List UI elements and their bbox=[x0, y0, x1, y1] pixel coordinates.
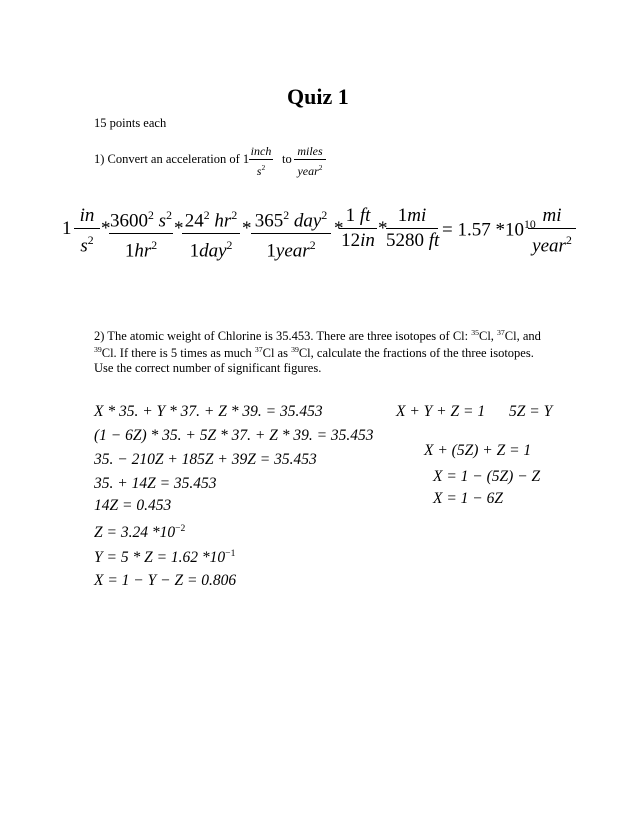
q1-text: 1) Convert an acceleration of 1 bbox=[94, 152, 250, 166]
chain-factor-5: 1 ft 12in bbox=[339, 205, 377, 252]
q2-line-2: $^{39}$Cl. If there is 5 times as much $^{37}$Cl as $^{39}$Cl, calculate the fractions of the three isotopes. bbox=[94, 345, 534, 361]
work-z-result: Z = 3.24 $*10^{-2}$ bbox=[94, 523, 186, 542]
chain-factor-1: in $s^2$ bbox=[74, 205, 100, 257]
work-y-result: Y = 5 * Z = 1.62 $*10^{-1}$ bbox=[94, 548, 236, 567]
q1-to-word: to bbox=[282, 152, 292, 166]
work-sub: X + (5Z) + Z = 1 bbox=[424, 442, 532, 459]
work-line-4: 35. + 14Z = 35.453 bbox=[94, 475, 217, 492]
page-title: Quiz 1 bbox=[287, 84, 349, 109]
times-1: * bbox=[101, 218, 111, 239]
work-line-1: X * 35. + Y * 37. + Z * 39. = 35.453 bbox=[94, 403, 323, 420]
q1-to-unit: miles year$^2$ bbox=[294, 144, 326, 178]
times-3: * bbox=[242, 218, 252, 239]
chain-factor-4: $365^2$ day$^2$ 1year$^2$ bbox=[251, 205, 331, 263]
chain-result-unit: mi year$^2$ bbox=[528, 205, 576, 257]
chain-factor-3: $24^2$ $hr^2$ 1day$^2$ bbox=[182, 205, 240, 263]
work-solve-1: X = 1 − (5Z) − Z bbox=[433, 468, 541, 485]
times-5: * bbox=[378, 218, 388, 239]
work-line-2: (1 − 6Z) * 35. + 5Z * 37. + Z * 39. = 35.453 bbox=[94, 427, 374, 444]
chain-factor-6: 1mi 5280 ft bbox=[386, 205, 440, 251]
chain-lead: 1 bbox=[62, 218, 72, 239]
work-sum: X + Y + Z = 1 bbox=[396, 403, 486, 420]
q2-line-1: 2) The atomic weight of Chlorine is 35.453. There are three isotopes of Cl: $^{35}$Cl, $^{37}$Cl, and bbox=[94, 328, 541, 344]
times-4: * bbox=[334, 218, 344, 239]
q2-line-3: Use the correct number of significant figures. bbox=[94, 361, 322, 375]
times-2: * bbox=[174, 218, 184, 239]
chain-factor-2: 3600$^2$ $s^2$ $1hr^2$ bbox=[110, 209, 172, 262]
work-ratio: 5Z = Y bbox=[509, 403, 553, 420]
work-line-3: 35. − 210Z + 185Z + 39Z = 35.453 bbox=[94, 451, 317, 468]
work-solve-2: X = 1 − 6Z bbox=[433, 490, 504, 507]
work-x-result: X = 1 − Y − Z = 0.806 bbox=[94, 572, 237, 589]
q1-from-unit: inch $s^2$ bbox=[250, 144, 272, 178]
points-note: 15 points each bbox=[94, 116, 167, 130]
chain-result: = 1.57 $*10^{10}$ bbox=[442, 218, 536, 241]
work-line-5: 14Z = 0.453 bbox=[94, 497, 172, 514]
